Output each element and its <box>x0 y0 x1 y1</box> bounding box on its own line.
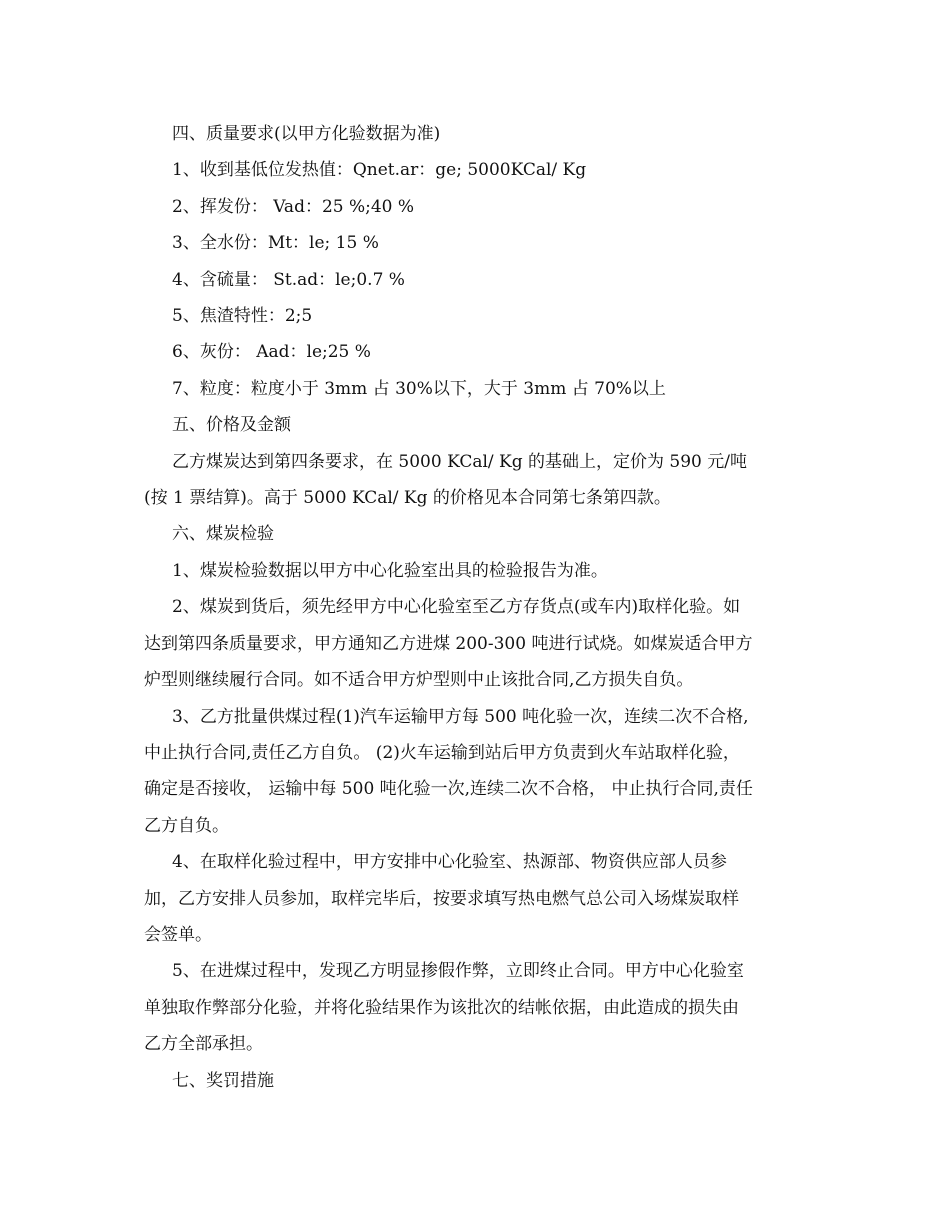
quality-item-ash: 6、灰份： Aad：le;25 % <box>172 342 371 363</box>
inspection-item-4-line: 会签单。 <box>144 924 212 945</box>
price-paragraph-line: (按 1 票结算)。高于 5000 KCal/ Kg 的价格见本合同第七条第四款。 <box>144 488 671 509</box>
section-heading-price: 五、价格及金额 <box>172 415 291 436</box>
inspection-item-3-line: 乙方自负。 <box>144 815 229 836</box>
inspection-item-3-line: 确定是否接收， 运输中每 500 吨化验一次,连续二次不合格， 中止执行合同,责任 <box>144 779 753 800</box>
price-paragraph-line: 乙方煤炭达到第四条要求，在 5000 KCal/ Kg 的基础上，定价为 590 元/吨 <box>172 451 747 472</box>
inspection-item-2-line: 达到第四条质量要求，甲方通知乙方进煤 200-300 吨进行试烧。如煤炭适合甲方 <box>144 633 753 654</box>
inspection-item-5-line: 单独取作弊部分化验，并将化验结果作为该批次的结帐依据，由此造成的损失由 <box>144 997 739 1018</box>
quality-item-sulfur: 4、含硫量： St.ad：le;0.7 % <box>172 269 405 290</box>
inspection-item-4-line: 加，乙方安排人员参加，取样完毕后，按要求填写热电燃气总公司入场煤炭取样 <box>144 888 739 909</box>
section-heading-rewards-penalties: 七、奖罚措施 <box>172 1070 274 1091</box>
inspection-item-1: 1、煤炭检验数据以甲方中心化验室出具的检验报告为准。 <box>172 560 608 581</box>
quality-item-coke-residue: 5、焦渣特性：2;5 <box>172 306 313 327</box>
section-heading-quality: 四、质量要求(以甲方化验数据为准) <box>172 124 441 144</box>
section-heading-inspection: 六、煤炭检验 <box>172 524 274 545</box>
inspection-item-5-line: 5、在进煤过程中，发现乙方明显掺假作弊，立即终止合同。甲方中心化验室 <box>172 961 744 982</box>
inspection-item-2-line: 炉型则继续履行合同。如不适合甲方炉型则中止该批合同,乙方损失自负。 <box>144 670 694 691</box>
quality-item-heat-value: 1、收到基低位发热值：Qnet.ar：ge; 5000KCal/ Kg <box>172 160 587 181</box>
inspection-item-5-line: 乙方全部承担。 <box>144 1034 263 1055</box>
inspection-item-3-line: 中止执行合同,责任乙方自负。 (2)火车运输到站后甲方负责到火车站取样化验， <box>144 742 740 763</box>
quality-item-granularity: 7、粒度：粒度小于 3mm 占 30%以下，大于 3mm 占 70%以上 <box>172 378 666 399</box>
inspection-item-4-line: 4、在取样化验过程中，甲方安排中心化验室、热源部、物资供应部人员参 <box>172 852 727 873</box>
inspection-item-3-line: 3、乙方批量供煤过程(1)汽车运输甲方每 500 吨化验一次，连续二次不合格, <box>172 706 749 727</box>
quality-item-volatile: 2、挥发份： Vad：25 %;40 % <box>172 196 415 217</box>
inspection-item-2-line: 2、煤炭到货后，须先经甲方中心化验室至乙方存货点(或车内)取样化验。如 <box>172 597 741 618</box>
document-body <box>144 116 812 1099</box>
quality-item-moisture: 3、全水份：Mt：le; 15 % <box>172 233 379 254</box>
